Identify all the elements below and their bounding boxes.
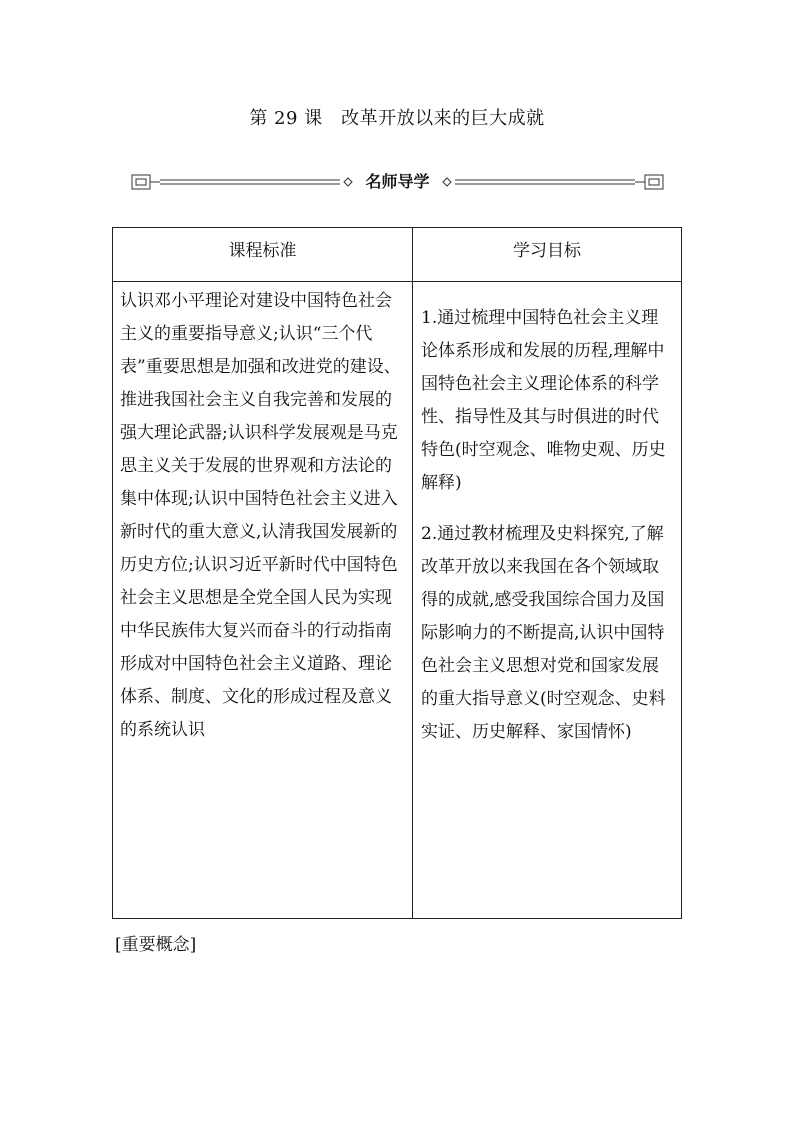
standard-cell: 认识邓小平理论对建设中国特色社会主义的重要指导意义;认识“三个代表”重要思想是加强和改进党的建设、推进我国社会主义自我完善和发展的强大理论武器;认识科学发展观是马克思主义关于发展的世界观和方法论的集中体现;认识中国特色社会主义进入新时代的重大意义,认清我国发展新的历史方位;认识习近平新时代中国特色社会主义思想是全党全国人民为实现中华民族伟大复兴而奋斗的行动指南形成对中国特色社会主义道路、理论体系、制度、文化的形成过程及意义的系统认识 (113, 282, 413, 919)
section-banner (130, 170, 665, 194)
banner-title (130, 170, 665, 194)
curriculum-table (112, 227, 682, 919)
table-header-row (113, 228, 682, 282)
goal-item-2: 2.通过教材梳理及史料探究,了解改革开放以来我国在各个领域取得的成就,感受我国综合国力及国际影响力的不断提高,认识中国特色社会主义思想对党和国家发展的重大指导意义(时空观念、史料实证、历史解释、家国情怀) (421, 524, 666, 742)
page-title: 第 29 课 改革开放以来的巨大成就 (249, 108, 545, 129)
table-row (113, 282, 682, 919)
banner-title-text: 名师导学 (361, 172, 433, 191)
key-concepts-heading: [重要概念] (115, 935, 197, 955)
header-standard: 课程标准 (113, 228, 413, 282)
header-goals: 学习目标 (413, 228, 682, 282)
goals-cell (413, 282, 682, 919)
goal-item-1: 1.通过梳理中国特色社会主义理论体系形成和发展的历程,理解中国特色社会主义理论体系的科学性、指导性及其与时俱进的时代特色(时空观念、唯物史观、历史解释) (421, 308, 666, 493)
